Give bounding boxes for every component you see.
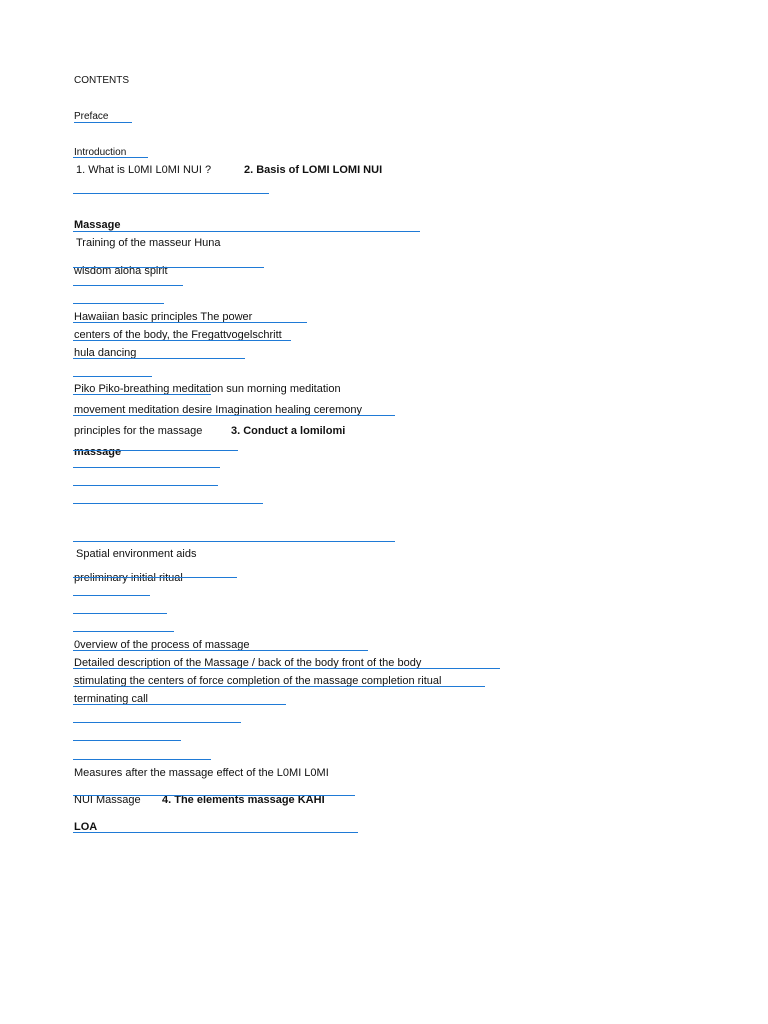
link-underline bbox=[73, 503, 263, 504]
toc-link-spatial[interactable]: Spatial environment aids bbox=[76, 548, 197, 560]
link-underline bbox=[73, 193, 269, 194]
toc-link-wisdom[interactable]: wisdom aloha spirit bbox=[74, 265, 168, 277]
toc-link-hula[interactable]: hula dancing bbox=[74, 347, 137, 359]
link-underline bbox=[73, 631, 174, 632]
toc-link-measures[interactable]: Measures after the massage effect of the L0MI L0MI bbox=[74, 767, 329, 779]
toc-link-introduction[interactable]: Introduction bbox=[74, 147, 127, 158]
toc-link-overview[interactable]: 0verview of the process of massage bbox=[74, 639, 250, 651]
toc-link-hawaiian[interactable]: Hawaiian basic principles The power bbox=[74, 311, 253, 323]
toc-link-preliminary[interactable]: preliminary initial ritual bbox=[74, 572, 183, 584]
toc-link-stimulating[interactable]: stimulating the centers of force completion of the massage completion ritual bbox=[74, 675, 442, 687]
link-underline bbox=[73, 467, 220, 468]
link-underline bbox=[73, 650, 368, 651]
toc-link-detailed[interactable]: Detailed description of the Massage / back of the body front of the body bbox=[74, 657, 422, 669]
link-underline bbox=[73, 358, 245, 359]
link-underline bbox=[73, 795, 355, 796]
link-underline bbox=[73, 450, 238, 451]
toc-link-centers[interactable]: centers of the body, the Fregattvogelschritt bbox=[74, 329, 282, 341]
toc-link-chapter-4[interactable]: 4. The elements massage KAHI bbox=[162, 794, 325, 806]
link-underline bbox=[73, 415, 395, 416]
link-underline bbox=[73, 231, 420, 232]
link-underline bbox=[73, 322, 307, 323]
toc-chapter-2-continued[interactable]: Massage bbox=[74, 219, 121, 231]
link-underline bbox=[73, 722, 241, 723]
link-underline bbox=[73, 595, 150, 596]
link-underline bbox=[73, 394, 211, 395]
toc-link-chapter-1[interactable]: 1. What is L0MI L0MI NUI ? bbox=[76, 164, 212, 176]
link-underline bbox=[73, 157, 148, 158]
toc-link-chapter-3[interactable]: 3. Conduct a lomilomi bbox=[231, 425, 346, 437]
link-underline bbox=[73, 577, 237, 578]
toc-link-terminating[interactable]: terminating call bbox=[74, 693, 148, 705]
toc-link-chapter-2[interactable]: 2. Basis of LOMI LOMI NUI bbox=[244, 164, 383, 176]
toc-link-piko[interactable]: Piko Piko-breathing meditation sun morning meditation bbox=[74, 383, 341, 395]
toc-link-principles[interactable]: principles for the massage bbox=[74, 425, 203, 437]
toc-link-movement[interactable]: movement meditation desire Imagination healing ceremony bbox=[74, 404, 362, 416]
link-underline bbox=[73, 267, 264, 268]
link-underline bbox=[73, 303, 164, 304]
link-underline bbox=[74, 122, 132, 123]
link-underline bbox=[73, 832, 358, 833]
link-underline bbox=[73, 759, 211, 760]
link-underline bbox=[73, 340, 291, 341]
link-underline bbox=[73, 613, 167, 614]
toc-link-preface[interactable]: Preface bbox=[74, 111, 109, 122]
link-underline bbox=[73, 485, 218, 486]
link-underline bbox=[73, 686, 485, 687]
link-underline bbox=[73, 376, 152, 377]
link-underline bbox=[73, 285, 183, 286]
toc-heading: CONTENTS bbox=[74, 75, 129, 86]
link-underline bbox=[73, 704, 286, 705]
toc-chapter-3-continued[interactable]: massage bbox=[74, 446, 122, 458]
toc-link-training[interactable]: Training of the masseur Huna bbox=[76, 237, 221, 249]
link-underline bbox=[73, 740, 181, 741]
link-underline bbox=[73, 668, 500, 669]
toc-link-nui-massage[interactable]: NUI Massage bbox=[74, 794, 141, 806]
toc-chapter-4-continued[interactable]: LOA bbox=[74, 821, 98, 833]
link-underline bbox=[73, 541, 395, 542]
